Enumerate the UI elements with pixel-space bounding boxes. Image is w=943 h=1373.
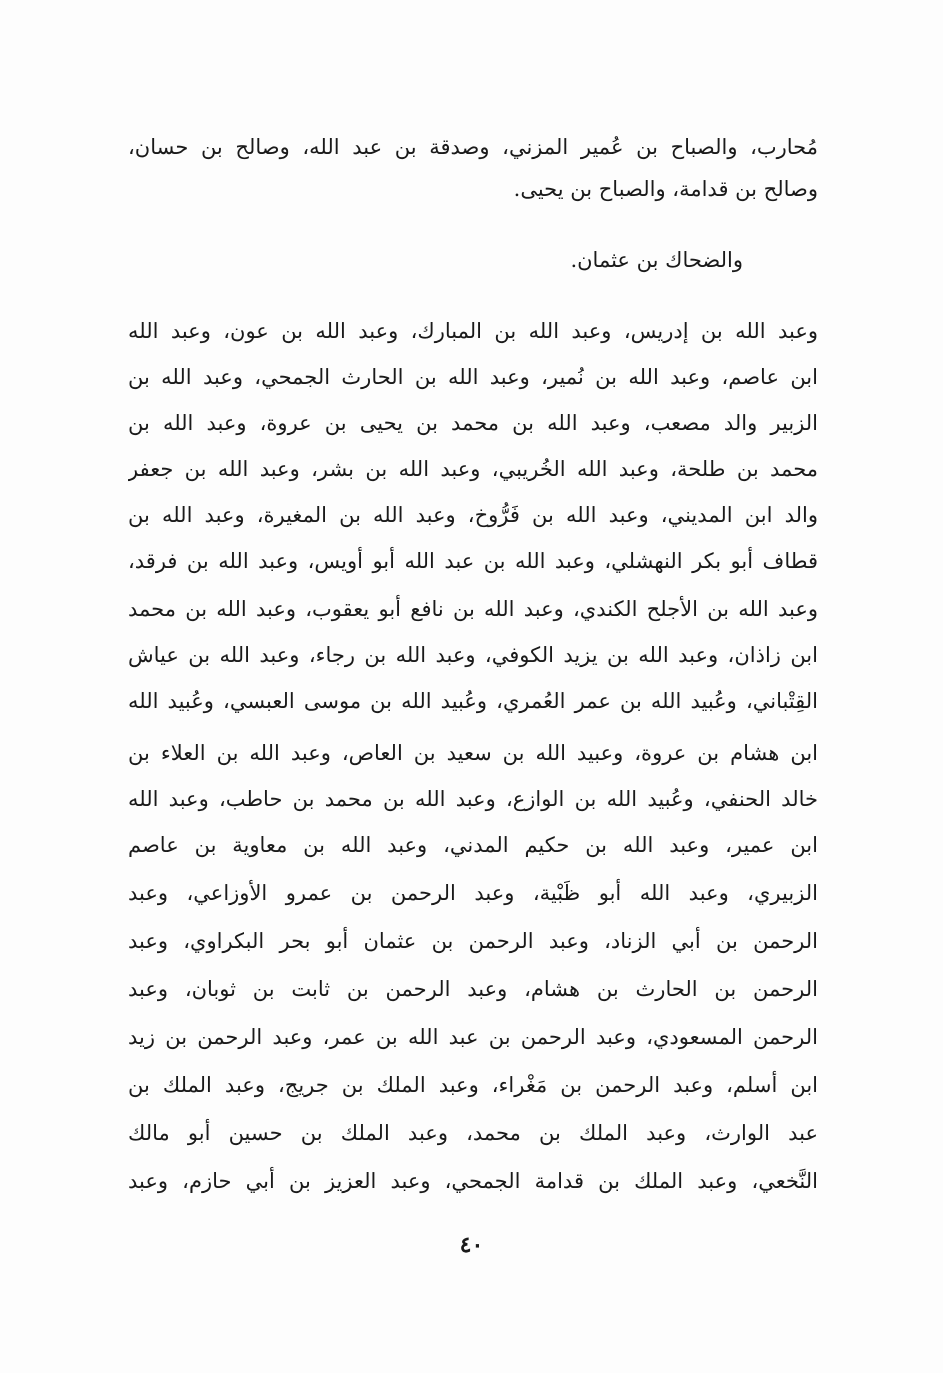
text-line: قطاف أبو بكر النهشلي، وعبد الله بن عبد الله أبو أويس، وعبد الله بن فرقد، <box>128 549 818 573</box>
text-line: الزبير والد مصعب، وعبد الله بن محمد بن يحيى بن عروة، وعبد الله بن <box>128 411 818 435</box>
text-line: الرحمن بن أبي الزناد، وعبد الرحمن بن عثمان أبو بحر البكراوي، وعبد <box>128 929 818 953</box>
text-line: والد ابن المديني، وعبد الله بن فَرُّوخ، وعبد الله بن المغيرة، وعبد الله بن <box>128 503 818 527</box>
text-line: ابن زاذان، وعبد الله بن يزيد الكوفي، وعبد الله بن رجاء، وعبد الله بن عياش <box>128 643 818 667</box>
text-line: الرحمن المسعودي، وعبد الرحمن بن عبد الله بن عمر، وعبد الرحمن بن زيد <box>128 1025 818 1049</box>
text-line: خالد الحنفي، وعُبيد الله بن الوازع، وعبد الله بن محمد بن حاطب، وعبد الله <box>128 787 818 811</box>
text-line: ابن عمير، وعبد الله بن حكيم المدني، وعبد الله بن معاوية بن عاصم <box>128 833 818 857</box>
text-line: الزبيري، وعبد الله أبو ظَبْية، وعبد الرحمن بن عمرو الأوزاعي، وعبد <box>128 881 818 905</box>
text-line: الرحمن بن الحارث بن هشام، وعبد الرحمن بن ثابت بن ثوبان، وعبد <box>128 977 818 1001</box>
text-line: القِتْباني، وعُبيد الله بن عمر العُمري، وعُبيد الله بن موسى العبسي، وعُبيد الله <box>128 689 818 713</box>
text-line: وعبد الله بن إدريس، وعبد الله بن المبارك، وعبد الله بن عون، وعبد الله <box>128 319 818 343</box>
text-line: وعبد الله بن الأجلح الكندي، وعبد الله بن نافع أبو يعقوب، وعبد الله بن محمد <box>128 597 818 621</box>
text-line: وصالح بن قدامة، والصباح بن يحيى. <box>513 177 818 201</box>
text-line: ابن عاصم، وعبد الله بن نُمير، وعبد الله بن الحارث الجمحي، وعبد الله بن <box>128 365 818 389</box>
text-line: عبد الوارث، وعبد الملك بن محمد، وعبد الملك بن حسين أبو مالك <box>128 1121 818 1145</box>
text-line: محمد بن طلحة، وعبد الله الخُريبي، وعبد الله بن بشر، وعبد الله بن جعفر <box>128 457 818 481</box>
text-line: النَّخعي، وعبد الملك بن قدامة الجمحي، وعبد العزيز بن أبي حازم، وعبد <box>128 1169 818 1193</box>
entry-heading: والضحاك بن عثمان. <box>570 248 743 272</box>
text-line: ابن أسلم، وعبد الرحمن بن مَغْراء، وعبد الملك بن جريج، وعبد الملك بن <box>128 1073 818 1097</box>
page-number: ٤٠ <box>459 1232 484 1258</box>
text-line: ابن هشام بن عروة، وعبيد الله بن سعيد بن العاص، وعبد الله بن العلاء بن <box>128 741 818 765</box>
text-line: مُحارب، والصباح بن عُمير المزني، وصدقة بن عبد الله، وصالح بن حسان، <box>128 135 818 159</box>
